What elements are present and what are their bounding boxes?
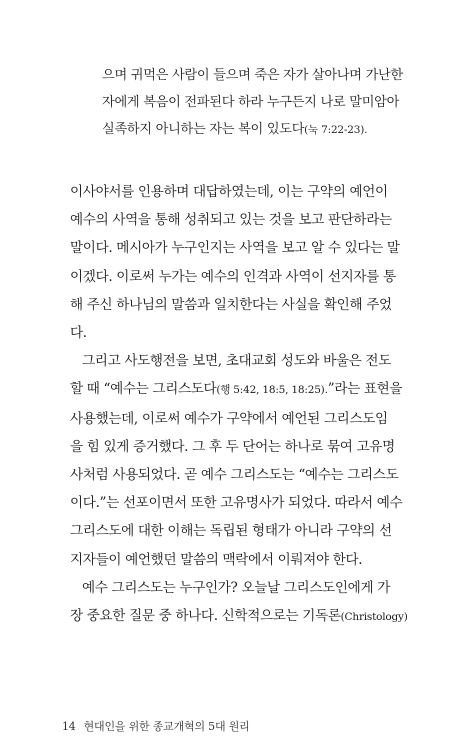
text-line: 이겠다. 이로써 누가는 예수의 인격과 사역이 선지자를 통 <box>70 268 396 285</box>
latin-term: (Christology) <box>340 611 408 624</box>
text-segment: ”라는 표현을 <box>327 381 403 398</box>
quote-line: 으며 귀먹은 사람이 들으며 죽은 자가 살아나며 가난한 <box>102 68 403 83</box>
body-text <box>70 178 408 631</box>
text-segment: 할 때 “예수는 그리스도다 <box>70 381 217 398</box>
paragraph <box>70 178 408 347</box>
text-line: 사처럼 사용되었다. 곧 예수 그리스도는 “예수는 그리스도 <box>70 467 399 484</box>
quote-line: 자에게 복음이 전파된다 하라 누구든지 나로 말미암아 <box>102 95 400 110</box>
text-line: 해 주신 하나님의 말씀과 일치한다는 사실을 확인해 주었 <box>70 296 392 313</box>
text-line <box>70 602 408 631</box>
text-line: 말이다. 메시아가 누구인지는 사역을 보고 알 수 있다는 말 <box>70 240 400 257</box>
text-line: 예수 그리스도는 누구인가? 오늘날 그리스도인에게 가 <box>82 579 390 596</box>
text-line: 예수의 사역을 통해 성취되고 있는 것을 보고 판단하라는 <box>70 212 392 229</box>
text-line: 을 힘 있게 증거했다. 그 후 두 단어는 하나로 묶여 고유명 <box>70 438 395 455</box>
paragraph <box>70 574 408 631</box>
text-line: 그리스도에 대한 이해는 독립된 형태가 아니라 구약의 선 <box>70 523 392 540</box>
text-line <box>70 375 408 404</box>
quote-reference: (눅 7:22-23). <box>304 124 368 136</box>
text-line: 이다.”는 선포이면서 또한 고유명사가 되었다. 따라서 예수 <box>70 495 403 512</box>
quote-line <box>102 116 422 144</box>
scripture-quote <box>102 62 422 144</box>
text-line: 이사야서를 인용하며 대답하였는데, 이는 구약의 예언이 <box>70 184 388 200</box>
text-segment: 장 중요한 질문 중 하나다. 신학적으로는 기독론 <box>70 608 341 625</box>
text-line: 사용했는데, 이로써 예수가 구약에서 예언된 그리스도임 <box>70 410 388 427</box>
text-line: 지자들이 예언했던 말씀의 맥락에서 이뤄져야 한다. <box>70 551 363 568</box>
page-footer <box>62 718 250 734</box>
text-line: 다. <box>70 325 87 342</box>
verse-reference: (행 5:42, 18:5, 18:25). <box>216 384 328 397</box>
page-number: 14 <box>62 720 76 733</box>
running-title: 현대인을 위한 종교개혁의 5대 원리 <box>83 720 250 733</box>
paragraph <box>70 347 408 574</box>
text-line: 그리고 사도행전을 보면, 초대교회 성도와 바울은 전도 <box>82 353 391 370</box>
quote-line-text: 실족하지 아니하는 자는 복이 있도다 <box>102 122 305 137</box>
